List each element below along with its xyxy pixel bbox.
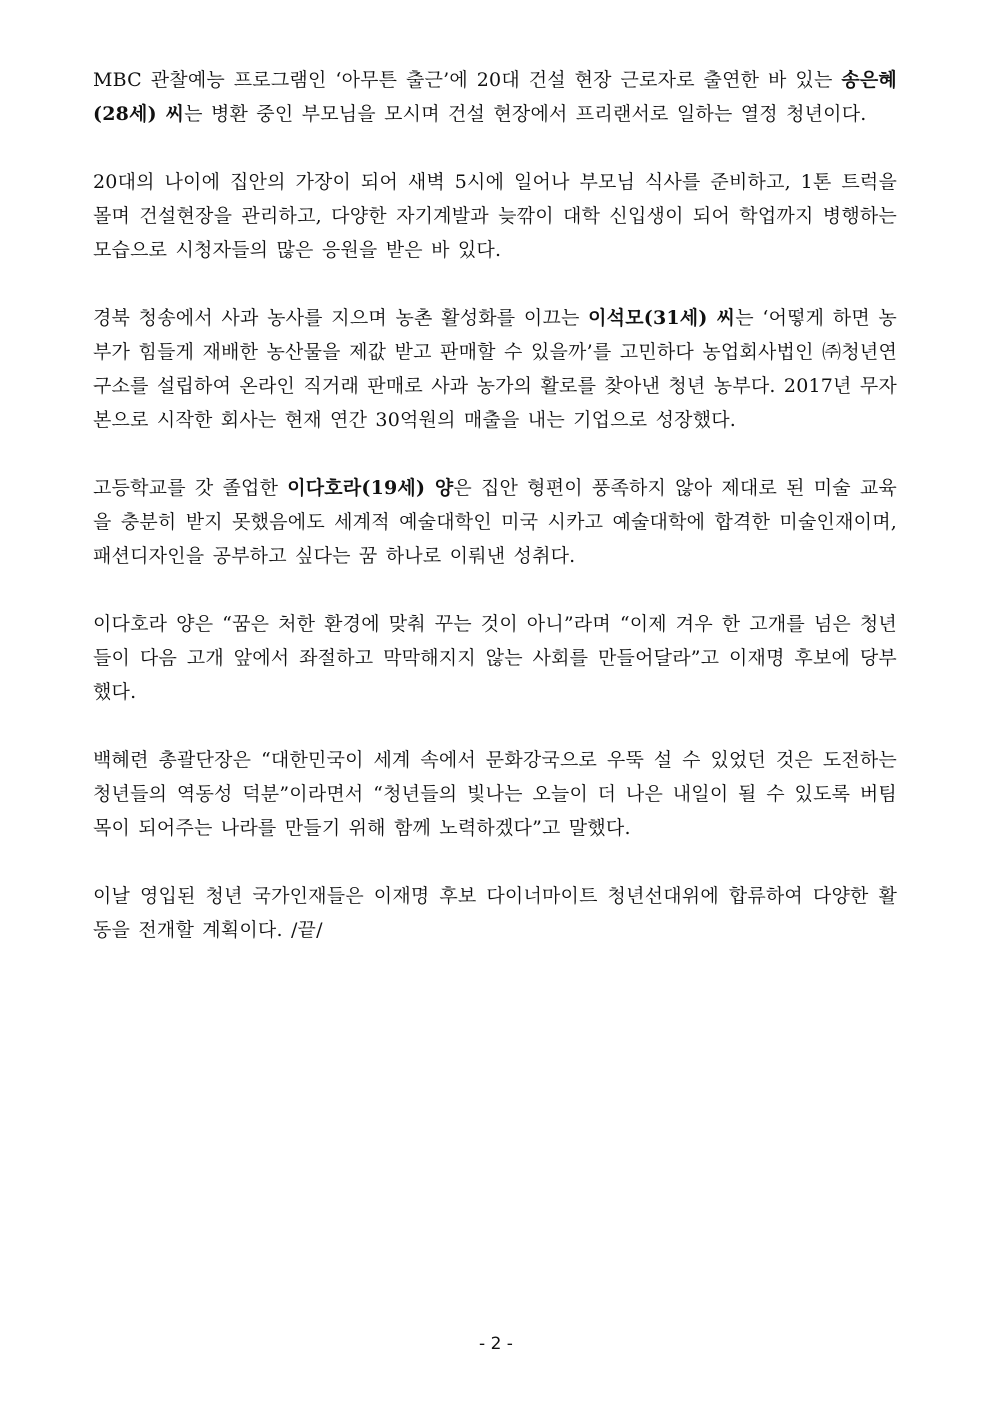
- paragraph-text: 이날 영입된 청년 국가인재들은 이재명 후보 다이너마이트 청년선대위에 합류하여 다양한 활동을 전개할 계획이다. /끝/: [93, 885, 897, 941]
- paragraph-lee-seokmo: [93, 301, 897, 437]
- paragraph-text: 은 집안 형편이 풍족하지 않아 제대로 된 미술 교육을 충분히 받지 못했음에도 세계적 예술대학인 미국 시카고 예술대학에 합격한 미술인재이며, 패션디자인을 공부하고 싶다는 꿈 하나로 이뤄낸 성취다.: [93, 477, 897, 567]
- paragraph-song-eunhye-detail: [93, 165, 897, 267]
- person-name-song-eunhye: 송은혜(28세) 씨: [93, 69, 897, 125]
- person-name-lee-seokmo: 이석모(31세) 씨: [588, 307, 736, 329]
- page-number: - 2 -: [479, 1334, 513, 1354]
- paragraph-closing: [93, 879, 897, 947]
- body-text: [93, 63, 897, 981]
- paragraph-text: 20대의 나이에 집안의 가장이 되어 새벽 5시에 일어나 부모님 식사를 준비하고, 1톤 트럭을 몰며 건설현장을 관리하고, 다양한 자기계발과 늦깎이 대학 신입생이 되어 학업까지 병행하는 모습으로 시청자들의 많은 응원을 받은 바 있다.: [93, 171, 897, 261]
- paragraph-lee-dahora-quote: [93, 607, 897, 709]
- paragraph-text: 는 ‘어떻게 하면 농부가 힘들게 재배한 농산물을 제값 받고 판매할 수 있을까’를 고민하다 농업회사법인 ㈜청년연구소를 설립하여 온라인 직거래 판매로 사과 농가의 활로를 찾아낸 청년 농부다. 2017년 무자본으로 시작한 회사는 현재 연간 30억원의 매출을 내는 기업으로 성장했다.: [93, 307, 897, 431]
- paragraph-song-eunhye: [93, 63, 897, 131]
- paragraph-baek-hyeryeon-quote: [93, 743, 897, 845]
- paragraph-text: 백혜련 총괄단장은 “대한민국이 세계 속에서 문화강국으로 우뚝 설 수 있었던 것은 도전하는 청년들의 역동성 덕분”이라면서 “청년들의 빛나는 오늘이 더 나은 내일이 될 수 있도록 버팀목이 되어주는 나라를 만들기 위해 함께 노력하겠다”고 말했다.: [93, 749, 897, 839]
- paragraph-text: 는 병환 중인 부모님을 모시며 건설 현장에서 프리랜서로 일하는 열정 청년이다.: [184, 103, 867, 125]
- person-name-lee-dahora: 이다호라(19세) 양: [287, 477, 454, 499]
- paragraph-text: 경북 청송에서 사과 농사를 지으며 농촌 활성화를 이끄는: [93, 307, 589, 329]
- paragraph-text: 이다호라 양은 “꿈은 처한 환경에 맞춰 꾸는 것이 아니”라며 “이제 겨우 한 고개를 넘은 청년들이 다음 고개 앞에서 좌절하고 막막해지지 않는 사회를 만들어달라”고 이재명 후보에 당부했다.: [93, 613, 897, 703]
- paragraph-text: MBC 관찰예능 프로그램인 ‘아무튼 출근’에 20대 건설 현장 근로자로 출연한 바 있는: [93, 69, 842, 91]
- paragraph-text: 고등학교를 갓 졸업한: [93, 477, 288, 499]
- paragraph-lee-dahora: [93, 471, 897, 573]
